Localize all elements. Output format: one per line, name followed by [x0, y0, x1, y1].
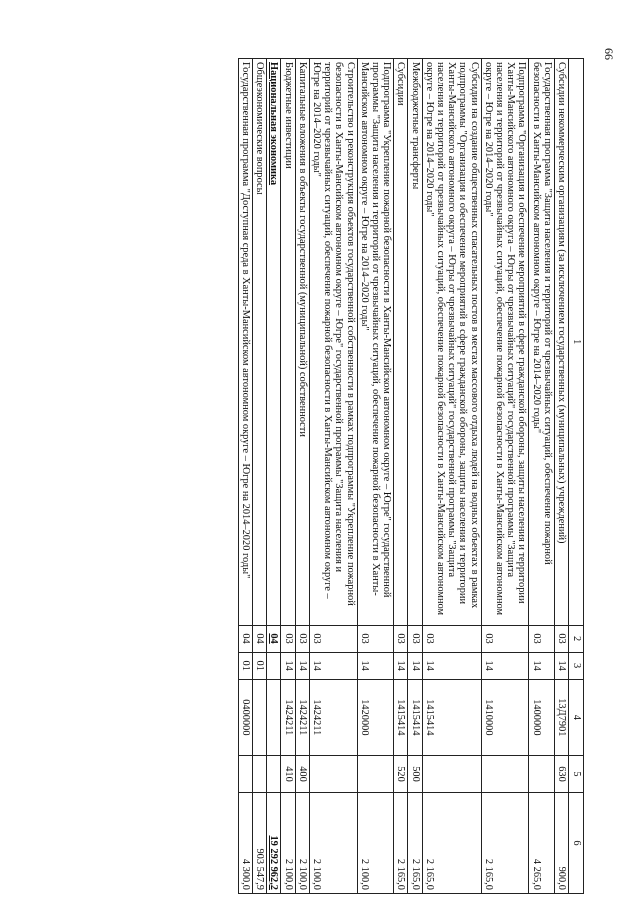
- row-name-cell: Бюджетные инвестиции: [281, 59, 295, 626]
- expense-type-cell: [309, 756, 357, 793]
- page-number: 66: [602, 48, 616, 60]
- section-code-cell: 04: [238, 625, 252, 652]
- subsection-code-cell: 14: [309, 652, 357, 679]
- subsection-code-cell: 14: [481, 652, 529, 679]
- rotated-page: [114, 58, 584, 894]
- section-code-cell: 03: [529, 625, 554, 652]
- expense-type-cell: [481, 756, 529, 793]
- table-row: [554, 59, 568, 894]
- target-article-cell: 1415414: [422, 679, 481, 755]
- table-header-row: [569, 59, 584, 894]
- target-article-cell: 1424211: [281, 679, 295, 755]
- amount-cell: 2 165,0: [408, 792, 422, 893]
- section-code-cell: 03: [408, 625, 422, 652]
- section-code-cell: 03: [281, 625, 295, 652]
- subsection-code-cell: [267, 652, 281, 679]
- table-row: [281, 59, 295, 894]
- table-row: [481, 59, 529, 894]
- subsection-code-cell: 14: [554, 652, 568, 679]
- amount-cell: 2 165,0: [481, 792, 529, 893]
- subsection-code-cell: 01: [238, 652, 252, 679]
- header-cell: 5: [569, 756, 584, 793]
- row-name-cell: Государственная программа "Доступная среда в Ханты-Мансийском автономном округе – Югре на 2014–2020 годы": [238, 59, 252, 626]
- header-cell: 6: [569, 792, 584, 893]
- subsection-code-cell: 14: [529, 652, 554, 679]
- expense-type-cell: 500: [408, 756, 422, 793]
- section-code-cell: 04: [267, 625, 281, 652]
- subsection-code-cell: 14: [295, 652, 309, 679]
- row-name-cell: Строительство и реконструкция объектов государственной собственности в рамках подпрограммы "Укрепление пожарной безопасности в Ханты-Мансийском автономном округе – Югре" государственной программы "Защита населения и территорий от чрезвычайных ситуаций, обеспечение пожарной безопасности в Ханты-Мансийском автономном округе – Югре на 2014–2020 годы": [309, 59, 357, 626]
- section-code-cell: 03: [422, 625, 481, 652]
- header-cell: 1: [569, 59, 584, 626]
- table-row: [238, 59, 252, 894]
- target-article-cell: 1415414: [408, 679, 422, 755]
- subsection-code-cell: 14: [408, 652, 422, 679]
- amount-cell: 2 165,0: [422, 792, 481, 893]
- section-code-cell: 03: [295, 625, 309, 652]
- amount-cell: 4 265,0: [529, 792, 554, 893]
- row-name-cell: Межбюджетные трансферты: [408, 59, 422, 626]
- subsection-code-cell: 01: [252, 652, 266, 679]
- amount-cell: 903 547,9: [252, 792, 266, 893]
- row-name-cell: Подпрограмма "Укрепление пожарной безопасности в Ханты-Мансийском автономном округе – Югре" государственной программы "Защита населения и территорий от чрезвычайных ситуаций, обеспечение пожарной безопасности в Ханты-Мансийском автономном округе – Югре на 2014–2020 годы": [357, 59, 394, 626]
- subsection-code-cell: 14: [357, 652, 394, 679]
- amount-cell: 900,0: [554, 792, 568, 893]
- row-name-cell: Субсидии некоммерческим организациям (за исключением государственных (муниципальных) учреждений): [554, 59, 568, 626]
- expense-type-cell: [238, 756, 252, 793]
- row-name-cell: Капитальные вложения в объекты государственной (муниципальной) собственности: [295, 59, 309, 626]
- row-name-cell: Подпрограмма "Организация и обеспечение мероприятий в сфере гражданской обороны, защиты населения и территории Ханты-Мансийского автономного округа – Югры от чрезвычайных ситуаций" государственной программы "Защита населения и территорий от чрезвычайных ситуаций, обеспечение пожарной безопасности в Ханты-Мансийском автономном округе – Югре на 2014–2020 годы": [481, 59, 529, 626]
- section-code-cell: 03: [309, 625, 357, 652]
- amount-cell: 2 165,0: [394, 792, 408, 893]
- table-row: [295, 59, 309, 894]
- target-article-cell: [252, 679, 266, 755]
- section-code-cell: 04: [252, 625, 266, 652]
- expense-type-cell: 400: [295, 756, 309, 793]
- target-article-cell: [267, 679, 281, 755]
- target-article-cell: 13Д7901: [554, 679, 568, 755]
- expense-type-cell: [357, 756, 394, 793]
- amount-cell: 19 292 962,2: [267, 792, 281, 893]
- row-name-cell: Субсидии: [394, 59, 408, 626]
- target-article-cell: 1410000: [481, 679, 529, 755]
- expense-type-cell: [529, 756, 554, 793]
- subsection-code-cell: 14: [422, 652, 481, 679]
- expense-type-cell: 630: [554, 756, 568, 793]
- amount-cell: 4 300,0: [238, 792, 252, 893]
- section-code-cell: 03: [357, 625, 394, 652]
- target-article-cell: 1415414: [394, 679, 408, 755]
- subsection-code-cell: 14: [281, 652, 295, 679]
- header-cell: 3: [569, 652, 584, 679]
- target-article-cell: 0400000: [238, 679, 252, 755]
- subsection-code-cell: 14: [394, 652, 408, 679]
- expense-type-cell: 410: [281, 756, 295, 793]
- target-article-cell: 1424211: [295, 679, 309, 755]
- table-row: [529, 59, 554, 894]
- header-cell: 2: [569, 625, 584, 652]
- expense-type-cell: [422, 756, 481, 793]
- amount-cell: 2 100,0: [281, 792, 295, 893]
- target-article-cell: 1424211: [309, 679, 357, 755]
- row-name-cell: Государственная программа "Защита населения и территорий от чрезвычайных ситуаций, обеспечение пожарной безопасности в Ханты-Мансийском автономном округе – Югре на 2014–2020 годы": [529, 59, 554, 626]
- section-code-cell: 03: [554, 625, 568, 652]
- table-row: [357, 59, 394, 894]
- row-name-cell: Субсидии на создание общественных спасательных постов в местах массового отдыха людей на водных объектах в рамках подпрограммы "Организация и обеспечение мероприятий в сфере гражданской обороны, защиты населения и территории Ханты-Мансийского автономного округа – Югры от чрезвычайных ситуаций" государственной программы "Защита населения и территорий от чрезвычайных ситуаций, обеспечение пожарной безопасности в Ханты-Мансийском автономном округе – Югре на 2014–2020 годы": [422, 59, 481, 626]
- expense-type-cell: 520: [394, 756, 408, 793]
- header-cell: 4: [569, 679, 584, 755]
- table-row: [422, 59, 481, 894]
- row-name-cell: Общеэкономические вопросы: [252, 59, 266, 626]
- section-code-cell: 03: [481, 625, 529, 652]
- section-code-cell: 03: [394, 625, 408, 652]
- target-article-cell: 1420000: [357, 679, 394, 755]
- amount-cell: 2 100,0: [309, 792, 357, 893]
- table-row: [394, 59, 408, 894]
- row-name-cell: Национальная экономика: [267, 59, 281, 626]
- table-row: [408, 59, 422, 894]
- table-row: [252, 59, 266, 894]
- table-row: [309, 59, 357, 894]
- target-article-cell: 1400000: [529, 679, 554, 755]
- expense-type-cell: [267, 756, 281, 793]
- budget-table: [238, 58, 584, 894]
- amount-cell: 2 100,0: [295, 792, 309, 893]
- expense-type-cell: [252, 756, 266, 793]
- amount-cell: 2 100,0: [357, 792, 394, 893]
- table-row: [267, 59, 281, 894]
